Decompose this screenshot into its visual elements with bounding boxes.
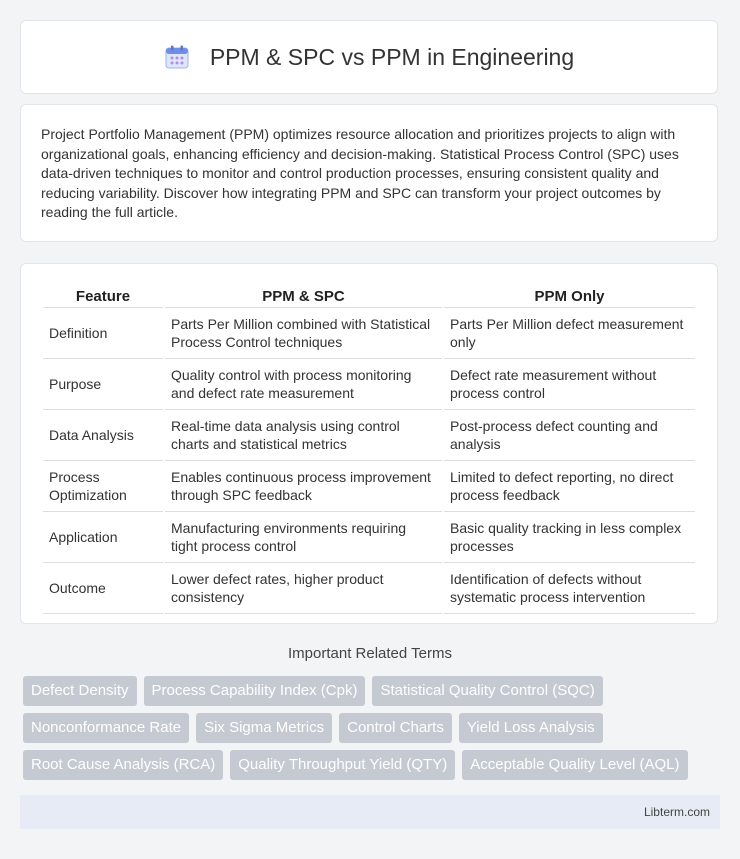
tag-row [23,750,723,780]
related-terms-tags [23,676,723,787]
tag-row [23,713,723,743]
row-ppm-only: Defect rate measurement without process control [444,359,695,410]
header-ppm-spc: PPM & SPC [165,284,442,308]
tag-acceptable-quality-level[interactable]: Acceptable Quality Level (AQL) [462,750,687,780]
row-feature: Data Analysis [43,410,163,461]
intro-text: Project Portfolio Management (PPM) optimizes resource allocation and prioritizes projects to align with organizational goals, enhancing efficiency and decision-making. Statistical Process Control (SPC) uses data-driven techniques to monitor and control production processes, ensuring consistent quality and reducing variability. Discover how integrating PPM and SPC can transform your project outcomes by reading the full article. [41,126,679,221]
table-row [43,512,695,563]
tag-statistical-quality-control[interactable]: Statistical Quality Control (SQC) [372,676,602,706]
row-ppm-spc: Parts Per Million combined with Statistical Process Control techniques [165,308,442,359]
tag-control-charts[interactable]: Control Charts [339,713,452,743]
table-row [43,410,695,461]
row-ppm-spc: Enables continuous process improvement through SPC feedback [165,461,442,512]
row-ppm-spc: Lower defect rates, higher product consistency [165,563,442,614]
table-row [43,563,695,614]
row-feature: Outcome [43,563,163,614]
table-row [43,461,695,512]
row-feature: Process Optimization [43,461,163,512]
row-ppm-only: Post-process defect counting and analysis [444,410,695,461]
row-ppm-spc: Real-time data analysis using control charts and statistical metrics [165,410,442,461]
title-card [20,20,718,94]
tag-root-cause-analysis[interactable]: Root Cause Analysis (RCA) [23,750,223,780]
table-row [43,308,695,359]
row-feature: Definition [43,308,163,359]
footer [20,795,720,829]
row-ppm-spc: Quality control with process monitoring and defect rate measurement [165,359,442,410]
header-ppm-only: PPM Only [444,284,695,308]
table-row [43,359,695,410]
row-ppm-only: Basic quality tracking in less complex processes [444,512,695,563]
row-ppm-only: Identification of defects without systematic process intervention [444,563,695,614]
calendar-icon [164,44,190,70]
footer-brand[interactable]: Libterm.com [643,805,710,819]
tag-process-capability-index[interactable]: Process Capability Index (Cpk) [144,676,366,706]
tag-defect-density[interactable]: Defect Density [23,676,137,706]
row-ppm-spc: Manufacturing environments requiring tight process control [165,512,442,563]
header-feature: Feature [43,284,163,308]
tag-six-sigma-metrics[interactable]: Six Sigma Metrics [196,713,332,743]
tag-row [23,676,723,706]
row-ppm-only: Limited to defect reporting, no direct process feedback [444,461,695,512]
row-feature: Purpose [43,359,163,410]
comparison-table-card [20,263,718,624]
tag-yield-loss-analysis[interactable]: Yield Loss Analysis [459,713,603,743]
intro-card [20,104,718,242]
tag-quality-throughput-yield[interactable]: Quality Throughput Yield (QTY) [230,750,455,780]
page-title: PPM & SPC vs PPM in Engineering [209,43,575,70]
row-ppm-only: Parts Per Million defect measurement only [444,308,695,359]
table-header-row [43,284,695,308]
related-terms-title: Important Related Terms [288,645,452,662]
comparison-table [41,284,697,614]
tag-nonconformance-rate[interactable]: Nonconformance Rate [23,713,189,743]
row-feature: Application [43,512,163,563]
